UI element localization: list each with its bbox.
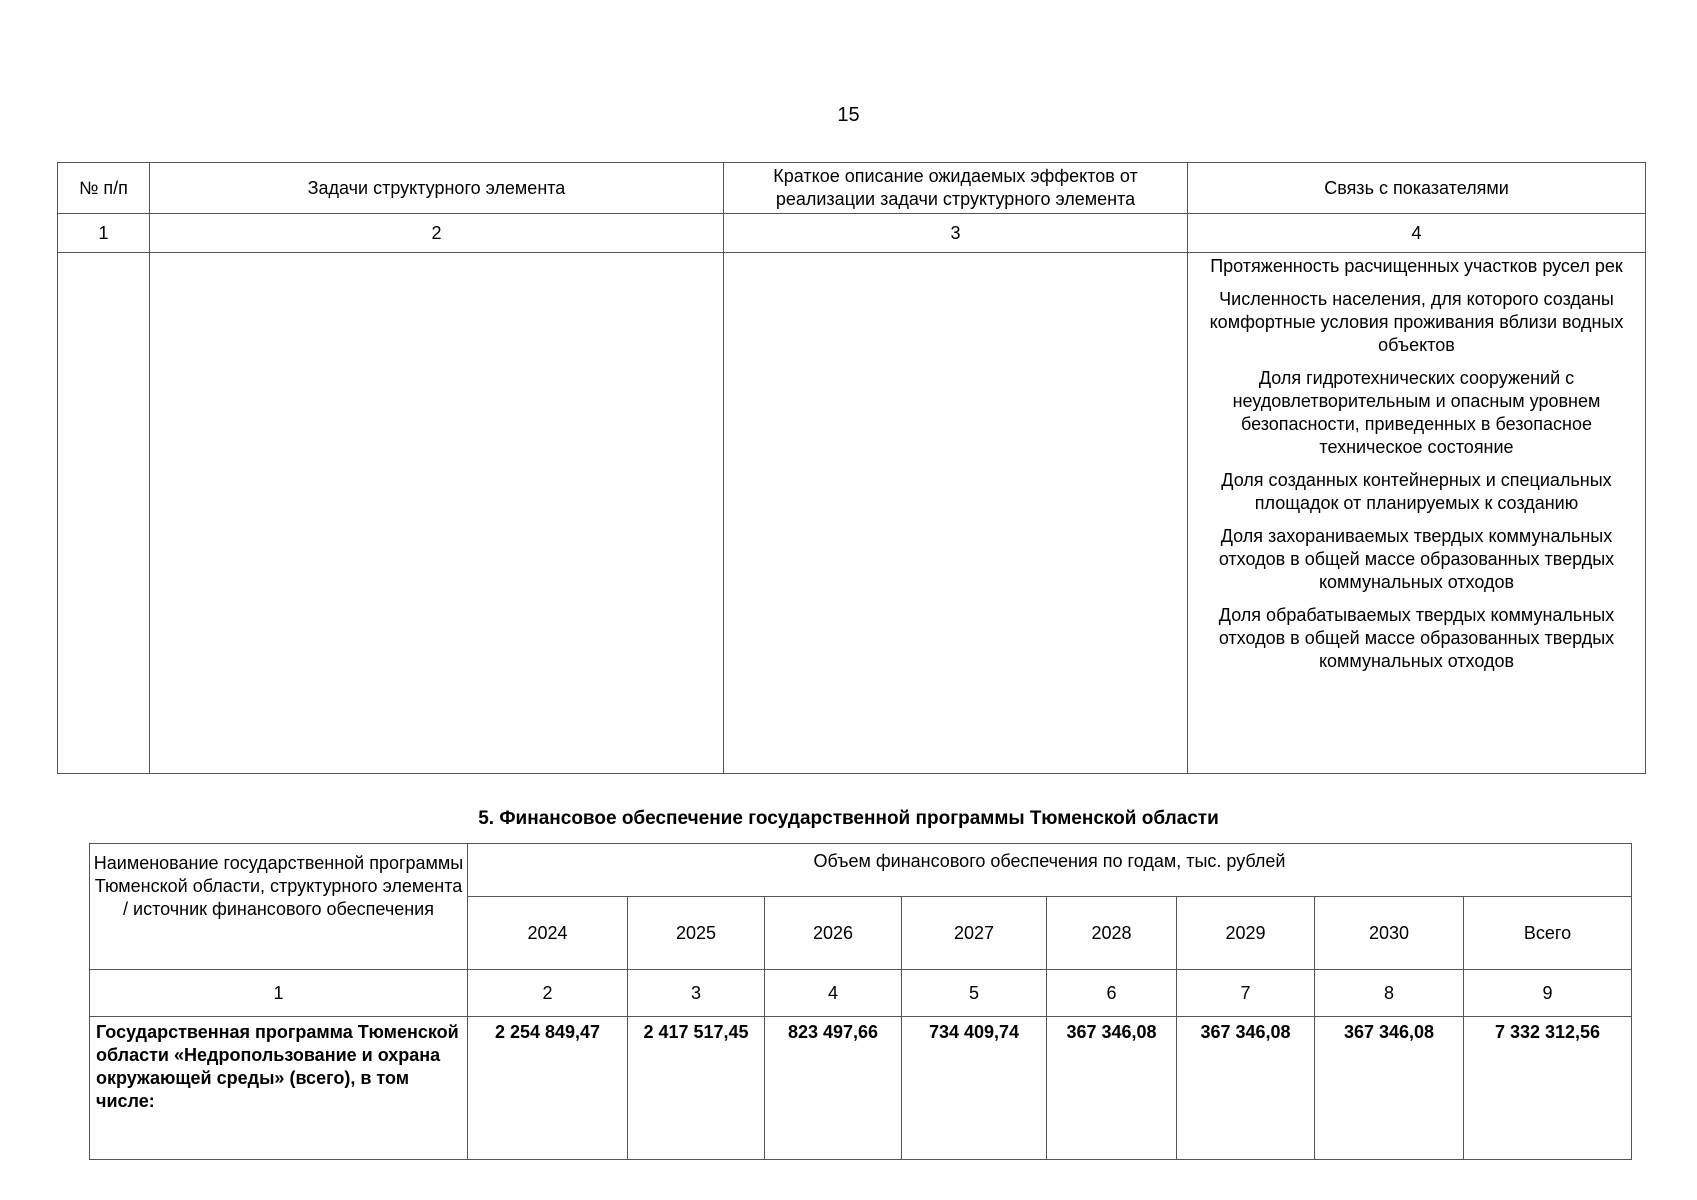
table-row	[90, 1017, 1632, 1160]
year-header: 2029	[1177, 897, 1315, 970]
colnum: 6	[1047, 970, 1177, 1017]
tasks-table	[57, 162, 1646, 774]
value-cell: 2 417 517,45	[628, 1017, 765, 1160]
page-number: 15	[837, 104, 860, 126]
row-num-cell	[58, 253, 150, 774]
colnum: 4	[765, 970, 902, 1017]
colnum: 1	[90, 970, 468, 1017]
indicator-item: Протяженность расчищенных участков русел рек	[1210, 256, 1623, 276]
name-header: Наименование государственной программы Тюменской области, структурного элемента / источник финансового обеспечения	[90, 844, 468, 970]
value-cell: 367 346,08	[1177, 1017, 1315, 1160]
value-cell: 823 497,66	[765, 1017, 902, 1160]
row-effect-cell	[724, 253, 1188, 774]
colnum: 4	[1188, 214, 1646, 253]
header-num: № п/п	[58, 163, 150, 214]
header-effect: Краткое описание ожидаемых эффектов от реализации задачи структурного элемента	[724, 163, 1188, 214]
year-header: 2024	[468, 897, 628, 970]
header-task: Задачи структурного элемента	[150, 163, 724, 214]
colnum: 2	[150, 214, 724, 253]
colnum: 5	[902, 970, 1047, 1017]
finance-table	[89, 843, 1632, 1160]
year-header: 2030	[1315, 897, 1464, 970]
colnum: 3	[628, 970, 765, 1017]
indicator-item: Доля гидротехнических сооружений с неудовлетворительным и опасным уровнем безопасности, приведенных в безопасное техническое состояние	[1232, 368, 1601, 457]
colnum: 1	[58, 214, 150, 253]
indicator-item: Доля созданных контейнерных и специальных площадок от планируемых к созданию	[1221, 470, 1612, 513]
value-cell: 734 409,74	[902, 1017, 1047, 1160]
volume-header: Объем финансового обеспечения по годам, тыс. рублей	[468, 844, 1632, 897]
header-indicators: Связь с показателями	[1188, 163, 1646, 214]
total-value-cell: 7 332 312,56	[1464, 1017, 1632, 1160]
year-header: 2025	[628, 897, 765, 970]
value-cell: 2 254 849,47	[468, 1017, 628, 1160]
finance-colnum-row	[90, 970, 1632, 1017]
tasks-table-header-row	[58, 163, 1646, 214]
row-indicators-cell	[1188, 253, 1646, 774]
year-header: 2027	[902, 897, 1047, 970]
colnum: 3	[724, 214, 1188, 253]
row-task-cell	[150, 253, 724, 774]
finance-header-row	[90, 844, 1632, 897]
indicator-item: Доля обрабатываемых твердых коммунальных отходов в общей массе образованных твердых коммунальных отходов	[1218, 605, 1615, 671]
indicators-list	[1188, 253, 1645, 673]
section-title: 5. Финансовое обеспечение государственной программы Тюменской области	[478, 808, 1219, 829]
year-header: 2026	[765, 897, 902, 970]
indicator-item: Численность населения, для которого созданы комфортные условия проживания вблизи водных объектов	[1209, 289, 1624, 355]
total-header: Всего	[1464, 897, 1632, 970]
indicator-item: Доля захораниваемых твердых коммунальных отходов в общей массе образованных твердых коммунальных отходов	[1218, 526, 1615, 592]
year-header: 2028	[1047, 897, 1177, 970]
table-row	[58, 253, 1646, 774]
value-cell: 367 346,08	[1315, 1017, 1464, 1160]
value-cell: 367 346,08	[1047, 1017, 1177, 1160]
colnum: 8	[1315, 970, 1464, 1017]
colnum: 7	[1177, 970, 1315, 1017]
program-name-cell: Государственная программа Тюменской области «Недропользование и охрана окружающей среды» (всего), в том числе:	[90, 1017, 468, 1160]
colnum: 2	[468, 970, 628, 1017]
tasks-table-colnum-row	[58, 214, 1646, 253]
colnum: 9	[1464, 970, 1632, 1017]
